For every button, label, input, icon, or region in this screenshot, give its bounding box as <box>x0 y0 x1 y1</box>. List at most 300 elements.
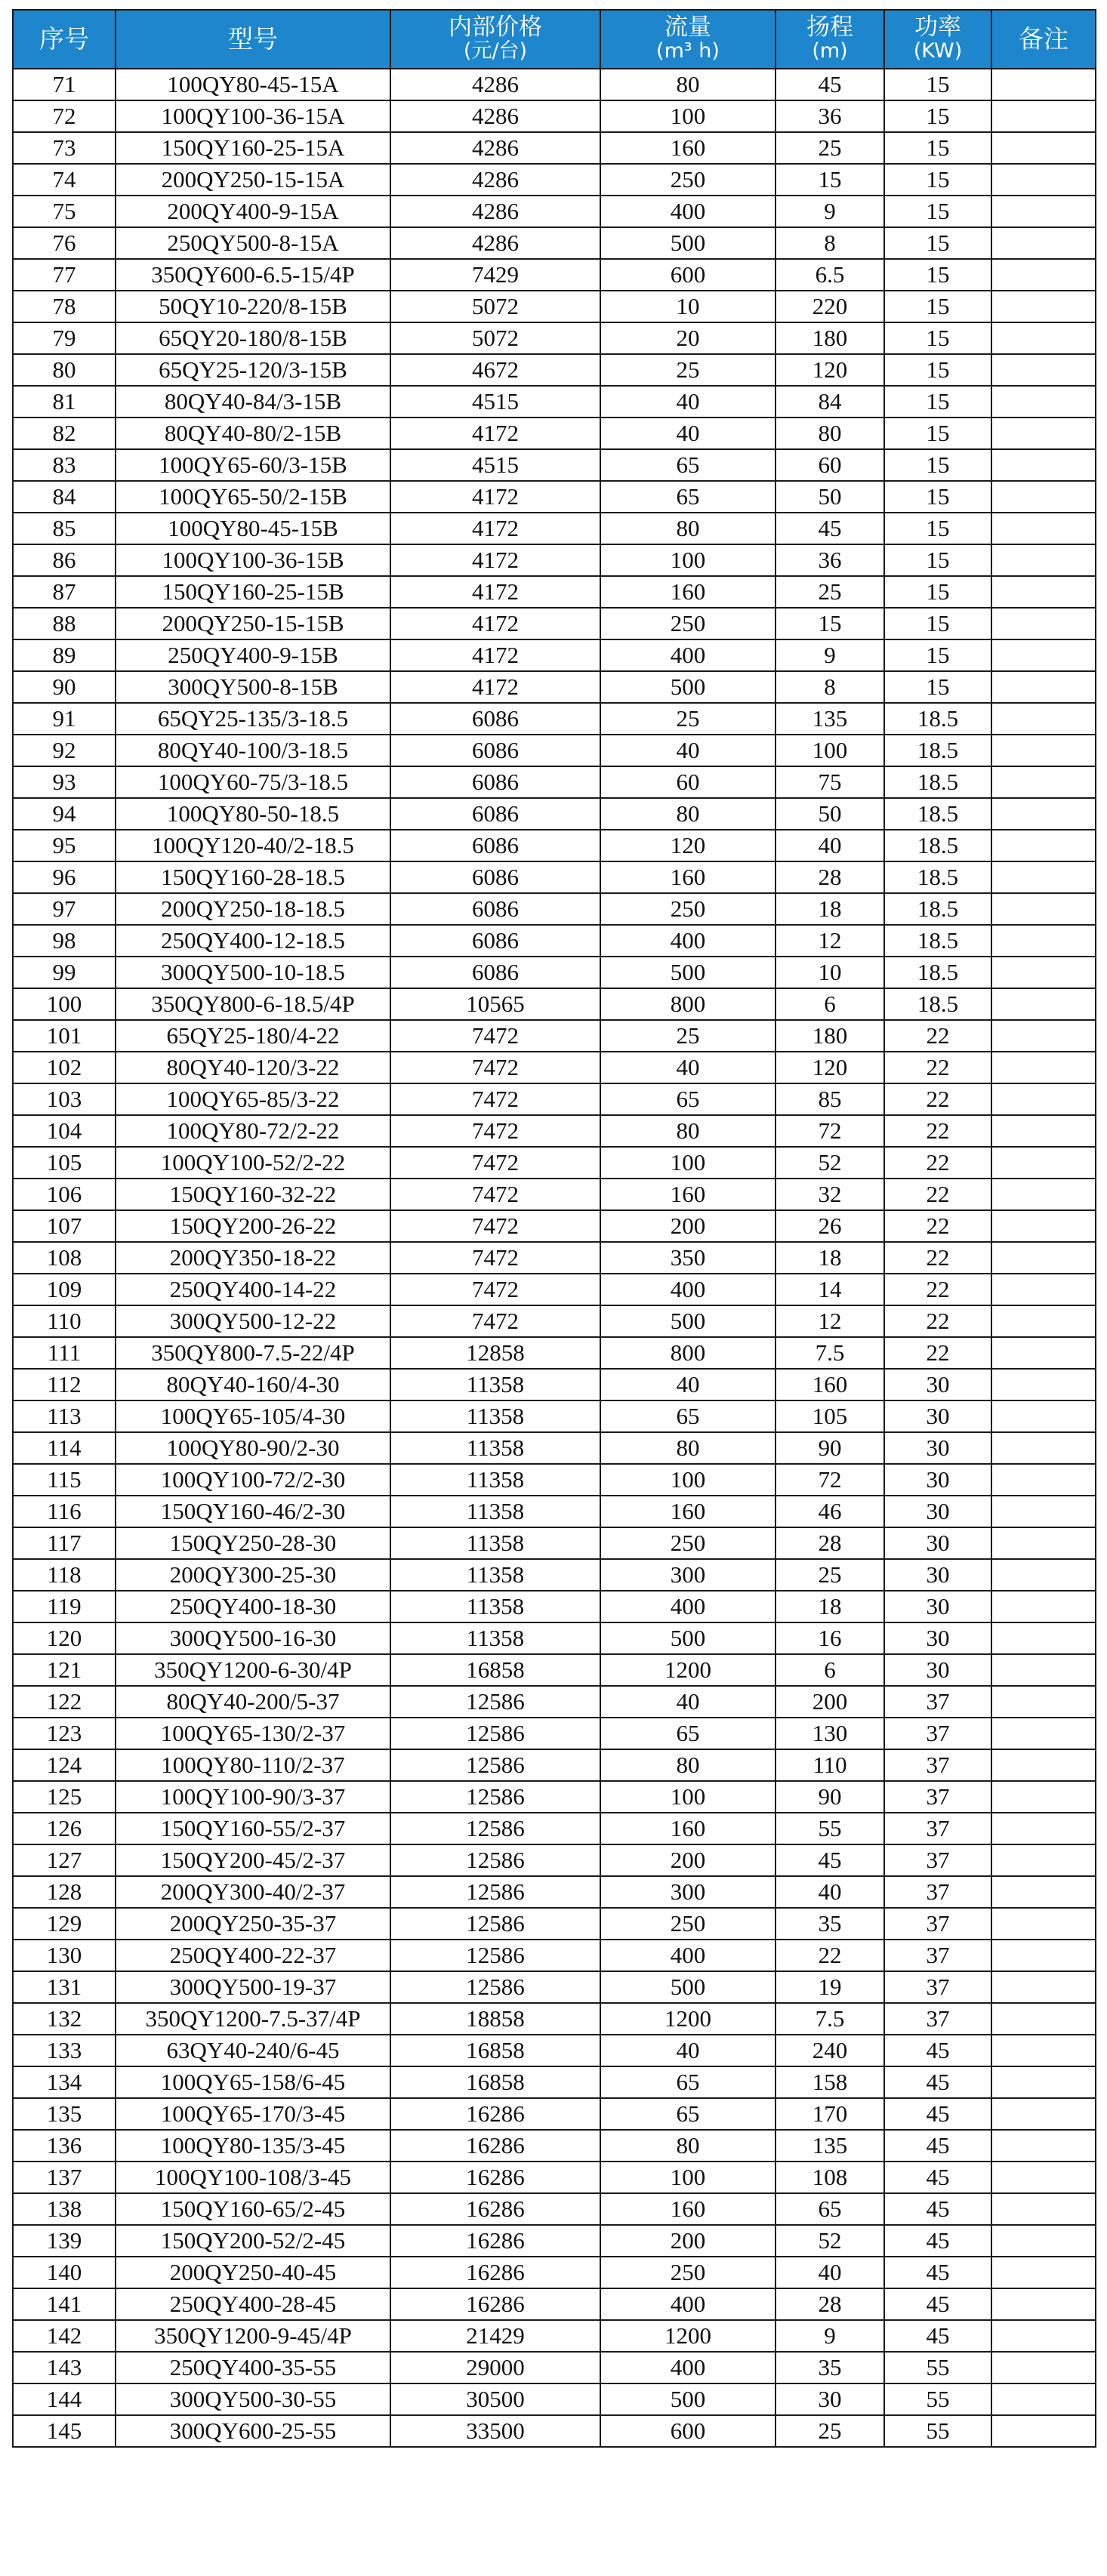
cell-flow: 200 <box>600 2225 776 2257</box>
cell-flow: 800 <box>600 1337 776 1369</box>
cell-head: 12 <box>776 1305 884 1337</box>
cell-power: 15 <box>884 481 991 513</box>
cell-no: 115 <box>13 1464 116 1496</box>
cell-flow: 25 <box>600 1020 776 1052</box>
cell-note <box>991 925 1096 957</box>
cell-flow: 100 <box>600 100 776 132</box>
cell-model: 65QY20-180/8-15B <box>116 322 390 354</box>
cell-model: 250QY400-35-55 <box>116 2352 390 2383</box>
cell-price: 16286 <box>390 2257 600 2288</box>
table-row <box>13 1147 1096 1179</box>
cell-head: 22 <box>776 1940 884 1971</box>
cell-flow: 20 <box>600 322 776 354</box>
cell-power: 15 <box>884 544 991 576</box>
cell-power: 15 <box>884 671 991 703</box>
cell-price: 4286 <box>390 196 600 227</box>
cell-note <box>991 1622 1096 1654</box>
table-row <box>13 766 1096 798</box>
cell-flow: 200 <box>600 1844 776 1876</box>
cell-power: 18.5 <box>884 925 991 957</box>
cell-note <box>991 259 1096 291</box>
table-row <box>13 1940 1096 1971</box>
cell-flow: 250 <box>600 164 776 196</box>
table-row <box>13 291 1096 322</box>
cell-head: 14 <box>776 1274 884 1305</box>
cell-power: 30 <box>884 1369 991 1400</box>
cell-head: 36 <box>776 100 884 132</box>
cell-no: 113 <box>13 1400 116 1432</box>
cell-model: 150QY200-45/2-37 <box>116 1844 390 1876</box>
table-row <box>13 132 1096 164</box>
cell-model: 350QY800-6-18.5/4P <box>116 988 390 1020</box>
cell-head: 170 <box>776 2098 884 2130</box>
cell-head: 158 <box>776 2066 884 2098</box>
cell-flow: 200 <box>600 1210 776 1242</box>
cell-price: 16286 <box>390 2130 600 2162</box>
cell-price: 12586 <box>390 1908 600 1940</box>
cell-price: 16286 <box>390 2162 600 2193</box>
header-flow-label: 流量 <box>665 14 711 41</box>
cell-power: 45 <box>884 2288 991 2320</box>
header-no-label: 序号 <box>39 24 89 54</box>
cell-flow: 160 <box>600 1813 776 1844</box>
cell-power: 18.5 <box>884 988 991 1020</box>
cell-flow: 10 <box>600 291 776 322</box>
table-row <box>13 2162 1096 2193</box>
cell-note <box>991 291 1096 322</box>
cell-no: 112 <box>13 1369 116 1400</box>
cell-power: 30 <box>884 1400 991 1432</box>
cell-note <box>991 1337 1096 1369</box>
cell-flow: 160 <box>600 2193 776 2225</box>
cell-model: 300QY500-12-22 <box>116 1305 390 1337</box>
cell-price: 7472 <box>390 1147 600 1179</box>
cell-head: 55 <box>776 1813 884 1844</box>
cell-head: 110 <box>776 1749 884 1781</box>
cell-model: 250QY400-18-30 <box>116 1591 390 1622</box>
cell-note <box>991 735 1096 766</box>
cell-flow: 400 <box>600 639 776 671</box>
cell-no: 74 <box>13 164 116 196</box>
cell-head: 30 <box>776 2383 884 2415</box>
table-row <box>13 1337 1096 1369</box>
cell-note <box>991 798 1096 830</box>
cell-power: 30 <box>884 1559 991 1591</box>
cell-power: 22 <box>884 1020 991 1052</box>
cell-note <box>991 2003 1096 2035</box>
cell-price: 7472 <box>390 1083 600 1115</box>
table-row <box>13 2035 1096 2066</box>
cell-no: 105 <box>13 1147 116 1179</box>
cell-note <box>991 481 1096 513</box>
cell-note <box>991 513 1096 544</box>
cell-model: 100QY80-90/2-30 <box>116 1432 390 1464</box>
cell-model: 200QY300-25-30 <box>116 1559 390 1591</box>
cell-price: 6086 <box>390 861 600 893</box>
cell-power: 45 <box>884 2162 991 2193</box>
cell-model: 100QY80-45-15B <box>116 513 390 544</box>
cell-power: 15 <box>884 164 991 196</box>
cell-note <box>991 2257 1096 2288</box>
cell-price: 7429 <box>390 259 600 291</box>
cell-price: 21429 <box>390 2320 600 2352</box>
cell-head: 40 <box>776 2257 884 2288</box>
cell-head: 72 <box>776 1115 884 1147</box>
cell-power: 22 <box>884 1274 991 1305</box>
cell-head: 45 <box>776 513 884 544</box>
cell-head: 240 <box>776 2035 884 2066</box>
cell-model: 300QY500-16-30 <box>116 1622 390 1654</box>
cell-model: 350QY1200-6-30/4P <box>116 1654 390 1686</box>
cell-flow: 160 <box>600 132 776 164</box>
cell-flow: 80 <box>600 513 776 544</box>
cell-price: 4286 <box>390 227 600 259</box>
table-row <box>13 830 1096 861</box>
cell-note <box>991 227 1096 259</box>
cell-flow: 80 <box>600 1749 776 1781</box>
cell-price: 18858 <box>390 2003 600 2035</box>
cell-head: 120 <box>776 354 884 386</box>
cell-model: 100QY80-45-15A <box>116 69 390 100</box>
table-row <box>13 1210 1096 1242</box>
table-row <box>13 2383 1096 2415</box>
cell-price: 11358 <box>390 1559 600 1591</box>
cell-no: 99 <box>13 957 116 988</box>
cell-no: 142 <box>13 2320 116 2352</box>
cell-price: 16286 <box>390 2193 600 2225</box>
cell-no: 89 <box>13 639 116 671</box>
cell-flow: 80 <box>600 2130 776 2162</box>
cell-price: 12586 <box>390 1940 600 1971</box>
cell-note <box>991 671 1096 703</box>
table-row <box>13 1083 1096 1115</box>
cell-flow: 80 <box>600 1432 776 1464</box>
cell-price: 11358 <box>390 1464 600 1496</box>
cell-note <box>991 2098 1096 2130</box>
cell-flow: 40 <box>600 418 776 449</box>
cell-power: 15 <box>884 132 991 164</box>
cell-power: 15 <box>884 639 991 671</box>
cell-price: 16858 <box>390 2035 600 2066</box>
cell-note <box>991 1432 1096 1464</box>
cell-model: 150QY160-25-15B <box>116 576 390 608</box>
cell-price: 4672 <box>390 354 600 386</box>
cell-no: 141 <box>13 2288 116 2320</box>
cell-model: 150QY160-55/2-37 <box>116 1813 390 1844</box>
cell-note <box>991 100 1096 132</box>
cell-head: 35 <box>776 2352 884 2383</box>
cell-flow: 65 <box>600 2066 776 2098</box>
cell-no: 77 <box>13 259 116 291</box>
cell-no: 122 <box>13 1686 116 1718</box>
cell-head: 75 <box>776 766 884 798</box>
cell-no: 96 <box>13 861 116 893</box>
cell-power: 22 <box>884 1242 991 1274</box>
table-row <box>13 1718 1096 1749</box>
header-flow-unit: (m³ h) <box>656 39 720 63</box>
cell-no: 127 <box>13 1844 116 1876</box>
table-row <box>13 1179 1096 1210</box>
cell-power: 30 <box>884 1432 991 1464</box>
cell-price: 7472 <box>390 1305 600 1337</box>
cell-note <box>991 1115 1096 1147</box>
cell-head: 120 <box>776 1052 884 1083</box>
cell-no: 119 <box>13 1591 116 1622</box>
cell-price: 16858 <box>390 1654 600 1686</box>
cell-power: 37 <box>884 2003 991 2035</box>
cell-price: 4172 <box>390 639 600 671</box>
cell-price: 10565 <box>390 988 600 1020</box>
cell-model: 300QY600-25-55 <box>116 2415 390 2447</box>
cell-power: 37 <box>884 1908 991 1940</box>
cell-price: 5072 <box>390 291 600 322</box>
cell-no: 94 <box>13 798 116 830</box>
cell-flow: 100 <box>600 1464 776 1496</box>
cell-note <box>991 1559 1096 1591</box>
header-model <box>116 10 390 69</box>
cell-head: 6 <box>776 1654 884 1686</box>
cell-price: 12586 <box>390 1749 600 1781</box>
cell-no: 104 <box>13 1115 116 1147</box>
cell-model: 200QY250-40-45 <box>116 2257 390 2288</box>
cell-model: 200QY400-9-15A <box>116 196 390 227</box>
cell-model: 63QY40-240/6-45 <box>116 2035 390 2066</box>
cell-note <box>991 322 1096 354</box>
cell-model: 65QY25-180/4-22 <box>116 1020 390 1052</box>
cell-note <box>991 1686 1096 1718</box>
cell-model: 100QY60-75/3-18.5 <box>116 766 390 798</box>
cell-model: 65QY25-135/3-18.5 <box>116 703 390 735</box>
table-row <box>13 1781 1096 1813</box>
cell-no: 117 <box>13 1527 116 1559</box>
cell-model: 100QY100-90/3-37 <box>116 1781 390 1813</box>
cell-head: 100 <box>776 735 884 766</box>
cell-note <box>991 893 1096 925</box>
cell-flow: 400 <box>600 2352 776 2383</box>
cell-price: 11358 <box>390 1591 600 1622</box>
table-row <box>13 2288 1096 2320</box>
cell-head: 12 <box>776 925 884 957</box>
cell-no: 116 <box>13 1496 116 1527</box>
table-row <box>13 925 1096 957</box>
table-row <box>13 1971 1096 2003</box>
cell-flow: 600 <box>600 2415 776 2447</box>
cell-power: 37 <box>884 1749 991 1781</box>
cell-no: 130 <box>13 1940 116 1971</box>
cell-note <box>991 354 1096 386</box>
cell-price: 11358 <box>390 1496 600 1527</box>
cell-no: 111 <box>13 1337 116 1369</box>
table-row <box>13 1654 1096 1686</box>
cell-head: 60 <box>776 449 884 481</box>
cell-head: 90 <box>776 1432 884 1464</box>
cell-price: 4172 <box>390 544 600 576</box>
cell-head: 46 <box>776 1496 884 1527</box>
cell-model: 200QY250-15-15A <box>116 164 390 196</box>
cell-note <box>991 830 1096 861</box>
cell-model: 100QY65-50/2-15B <box>116 481 390 513</box>
table-row <box>13 1020 1096 1052</box>
table-row <box>13 69 1096 100</box>
cell-price: 4286 <box>390 132 600 164</box>
cell-price: 6086 <box>390 893 600 925</box>
cell-flow: 400 <box>600 1274 776 1305</box>
cell-model: 150QY160-46/2-30 <box>116 1496 390 1527</box>
cell-note <box>991 2193 1096 2225</box>
cell-price: 4172 <box>390 576 600 608</box>
cell-head: 7.5 <box>776 1337 884 1369</box>
header-price-label: 内部价格 <box>449 14 542 41</box>
cell-no: 92 <box>13 735 116 766</box>
table-row <box>13 1305 1096 1337</box>
table-row <box>13 1908 1096 1940</box>
cell-no: 135 <box>13 2098 116 2130</box>
cell-head: 160 <box>776 1369 884 1400</box>
cell-head: 15 <box>776 608 884 639</box>
cell-power: 15 <box>884 69 991 100</box>
cell-model: 100QY65-158/6-45 <box>116 2066 390 2098</box>
cell-no: 87 <box>13 576 116 608</box>
cell-head: 25 <box>776 1559 884 1591</box>
cell-head: 25 <box>776 2415 884 2447</box>
table-row <box>13 608 1096 639</box>
cell-model: 150QY200-26-22 <box>116 1210 390 1242</box>
cell-note <box>991 386 1096 418</box>
cell-head: 130 <box>776 1718 884 1749</box>
cell-price: 16858 <box>390 2066 600 2098</box>
cell-price: 11358 <box>390 1622 600 1654</box>
header-no <box>13 10 116 69</box>
table-row <box>13 2130 1096 2162</box>
cell-price: 4172 <box>390 513 600 544</box>
cell-head: 52 <box>776 2225 884 2257</box>
cell-no: 88 <box>13 608 116 639</box>
cell-model: 100QY65-85/3-22 <box>116 1083 390 1115</box>
cell-model: 80QY40-120/3-22 <box>116 1052 390 1083</box>
cell-note <box>991 1654 1096 1686</box>
cell-price: 7472 <box>390 1020 600 1052</box>
cell-head: 15 <box>776 164 884 196</box>
cell-flow: 100 <box>600 1781 776 1813</box>
cell-price: 7472 <box>390 1052 600 1083</box>
cell-price: 7472 <box>390 1242 600 1274</box>
cell-power: 55 <box>884 2383 991 2415</box>
cell-model: 100QY100-108/3-45 <box>116 2162 390 2193</box>
cell-power: 18.5 <box>884 830 991 861</box>
header-power <box>884 10 991 69</box>
cell-price: 5072 <box>390 322 600 354</box>
cell-flow: 500 <box>600 227 776 259</box>
cell-model: 100QY65-105/4-30 <box>116 1400 390 1432</box>
cell-no: 138 <box>13 2193 116 2225</box>
header-head-label: 扬程 <box>806 14 853 41</box>
cell-note <box>991 2066 1096 2098</box>
cell-power: 37 <box>884 1781 991 1813</box>
table-row <box>13 100 1096 132</box>
cell-note <box>991 1718 1096 1749</box>
cell-model: 100QY100-72/2-30 <box>116 1464 390 1496</box>
cell-model: 200QY300-40/2-37 <box>116 1876 390 1908</box>
cell-price: 12586 <box>390 1844 600 1876</box>
cell-model: 80QY40-100/3-18.5 <box>116 735 390 766</box>
cell-price: 30500 <box>390 2383 600 2415</box>
cell-no: 79 <box>13 322 116 354</box>
cell-model: 100QY65-170/3-45 <box>116 2098 390 2130</box>
table-row <box>13 2415 1096 2447</box>
cell-price: 6086 <box>390 703 600 735</box>
cell-model: 250QY400-14-22 <box>116 1274 390 1305</box>
table-row <box>13 1591 1096 1622</box>
cell-model: 100QY120-40/2-18.5 <box>116 830 390 861</box>
table-row <box>13 798 1096 830</box>
cell-note <box>991 132 1096 164</box>
cell-head: 180 <box>776 1020 884 1052</box>
cell-power: 30 <box>884 1496 991 1527</box>
cell-note <box>991 1464 1096 1496</box>
table-row <box>13 1686 1096 1718</box>
cell-price: 6086 <box>390 830 600 861</box>
cell-note <box>991 1876 1096 1908</box>
cell-head: 200 <box>776 1686 884 1718</box>
cell-model: 150QY160-65/2-45 <box>116 2193 390 2225</box>
cell-power: 18.5 <box>884 893 991 925</box>
cell-note <box>991 1940 1096 1971</box>
cell-no: 109 <box>13 1274 116 1305</box>
cell-flow: 65 <box>600 1083 776 1115</box>
cell-note <box>991 2130 1096 2162</box>
cell-price: 4172 <box>390 418 600 449</box>
cell-flow: 120 <box>600 830 776 861</box>
cell-power: 22 <box>884 1210 991 1242</box>
header-flow <box>600 10 776 69</box>
cell-note <box>991 1210 1096 1242</box>
cell-note <box>991 1242 1096 1274</box>
cell-flow: 250 <box>600 608 776 639</box>
cell-price: 4172 <box>390 671 600 703</box>
cell-no: 106 <box>13 1179 116 1210</box>
cell-flow: 100 <box>600 1147 776 1179</box>
cell-flow: 600 <box>600 259 776 291</box>
header-price-unit: (元/台) <box>463 39 528 63</box>
cell-flow: 160 <box>600 576 776 608</box>
cell-head: 16 <box>776 1622 884 1654</box>
cell-head: 80 <box>776 418 884 449</box>
cell-price: 4286 <box>390 100 600 132</box>
cell-model: 100QY80-110/2-37 <box>116 1749 390 1781</box>
cell-flow: 160 <box>600 1496 776 1527</box>
cell-head: 32 <box>776 1179 884 1210</box>
cell-flow: 400 <box>600 925 776 957</box>
cell-note <box>991 1020 1096 1052</box>
cell-note <box>991 1527 1096 1559</box>
cell-head: 35 <box>776 1908 884 1940</box>
cell-power: 18.5 <box>884 957 991 988</box>
cell-head: 26 <box>776 1210 884 1242</box>
cell-power: 37 <box>884 1718 991 1749</box>
cell-price: 12858 <box>390 1337 600 1369</box>
cell-flow: 500 <box>600 1622 776 1654</box>
cell-no: 86 <box>13 544 116 576</box>
cell-no: 81 <box>13 386 116 418</box>
cell-model: 250QY400-9-15B <box>116 639 390 671</box>
cell-note <box>991 861 1096 893</box>
cell-no: 126 <box>13 1813 116 1844</box>
cell-no: 100 <box>13 988 116 1020</box>
cell-model: 350QY600-6.5-15/4P <box>116 259 390 291</box>
cell-note <box>991 639 1096 671</box>
header-row <box>13 10 1096 69</box>
cell-no: 101 <box>13 1020 116 1052</box>
